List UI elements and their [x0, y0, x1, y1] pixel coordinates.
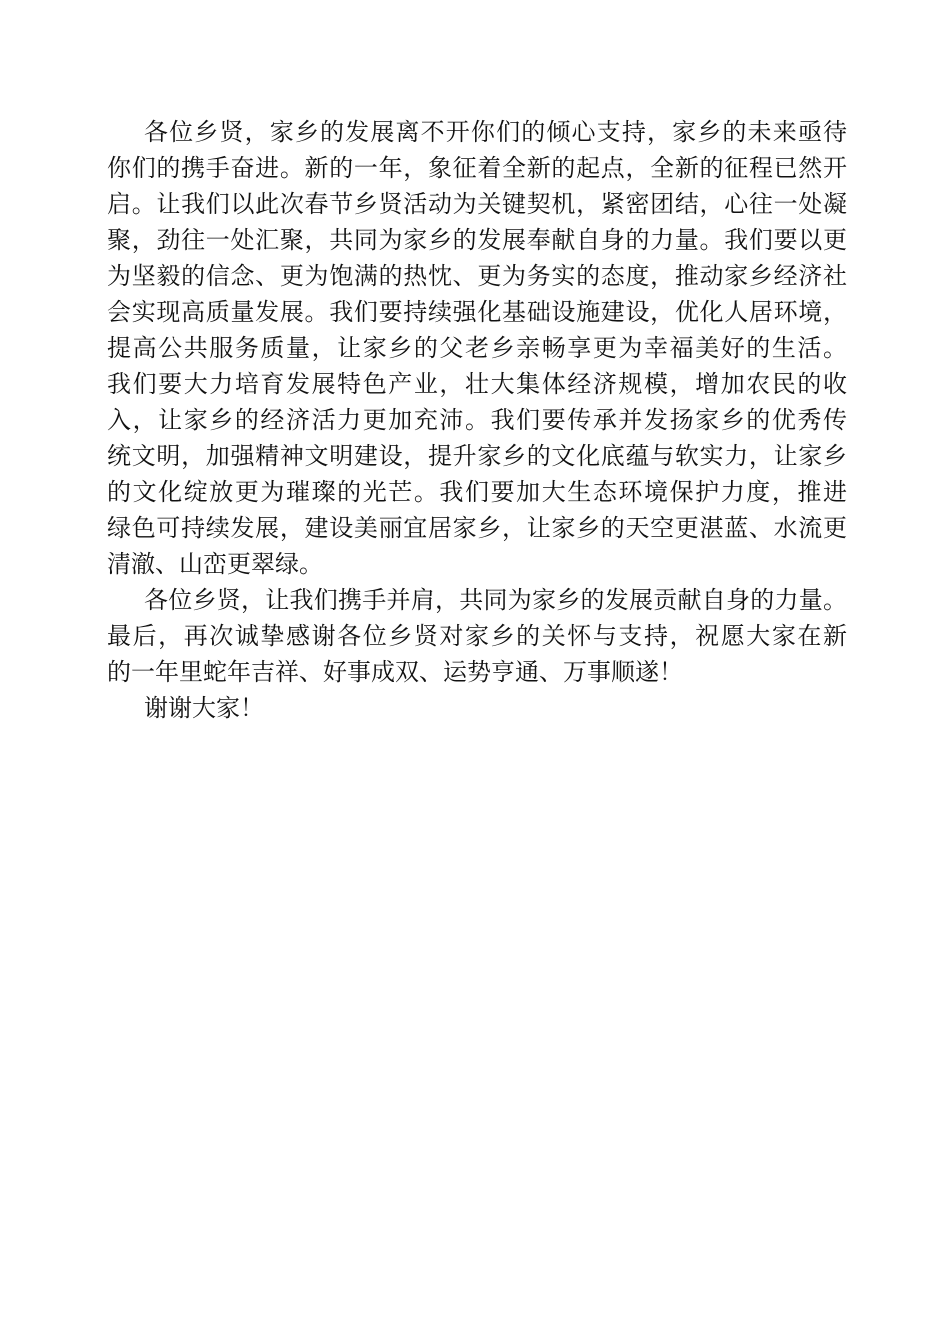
- paragraph-2: [107, 582, 847, 690]
- paragraph-line: 为坚毅的信念、更为饱满的热忱、更为务实的态度，推动家乡经济社: [107, 262, 847, 290]
- paragraph-line: 各位乡贤，让我们携手并肩，共同为家乡的发展贡献自身的力量。: [144, 586, 847, 614]
- paragraph-line: 提高公共服务质量，让家乡的父老乡亲畅享更为幸福美好的生活。: [107, 334, 847, 362]
- document-body: [107, 114, 847, 726]
- paragraph-line: 我们要大力培育发展特色产业，壮大集体经济规模，增加农民的收: [107, 370, 847, 398]
- paragraph-line: 你们的携手奋进。新的一年，象征着全新的起点，全新的征程已然开: [107, 154, 847, 182]
- paragraph-line: 启。让我们以此次春节乡贤活动为关键契机，紧密团结，心往一处凝: [107, 190, 847, 218]
- paragraph-line: 统文明，加强精神文明建设，提升家乡的文化底蕴与软实力，让家乡: [107, 442, 847, 470]
- paragraph-line: 绿色可持续发展，建设美丽宜居家乡，让家乡的天空更湛蓝、水流更: [107, 514, 847, 542]
- paragraph-3: [107, 690, 847, 726]
- paragraph-line: 的文化绽放更为璀璨的光芒。我们要加大生态环境保护力度，推进: [107, 478, 847, 506]
- paragraph-line: 入，让家乡的经济活力更加充沛。我们要传承并发扬家乡的优秀传: [107, 406, 847, 434]
- paragraph-line: 聚，劲往一处汇聚，共同为家乡的发展奉献自身的力量。我们要以更: [107, 226, 847, 254]
- paragraph-1: [107, 114, 847, 582]
- paragraph-line: 最后，再次诚挚感谢各位乡贤对家乡的关怀与支持，祝愿大家在新: [107, 622, 847, 650]
- paragraph-line: 的一年里蛇年吉祥、好事成双、运势亨通、万事顺遂！: [107, 658, 683, 686]
- paragraph-line: 清澈、山峦更翠绿。: [107, 550, 323, 578]
- closing-line: 谢谢大家！: [144, 694, 264, 722]
- paragraph-line: 各位乡贤，家乡的发展离不开你们的倾心支持，家乡的未来亟待: [144, 118, 847, 146]
- paragraph-line: 会实现高质量发展。我们要持续强化基础设施建设，优化人居环境，: [107, 298, 847, 326]
